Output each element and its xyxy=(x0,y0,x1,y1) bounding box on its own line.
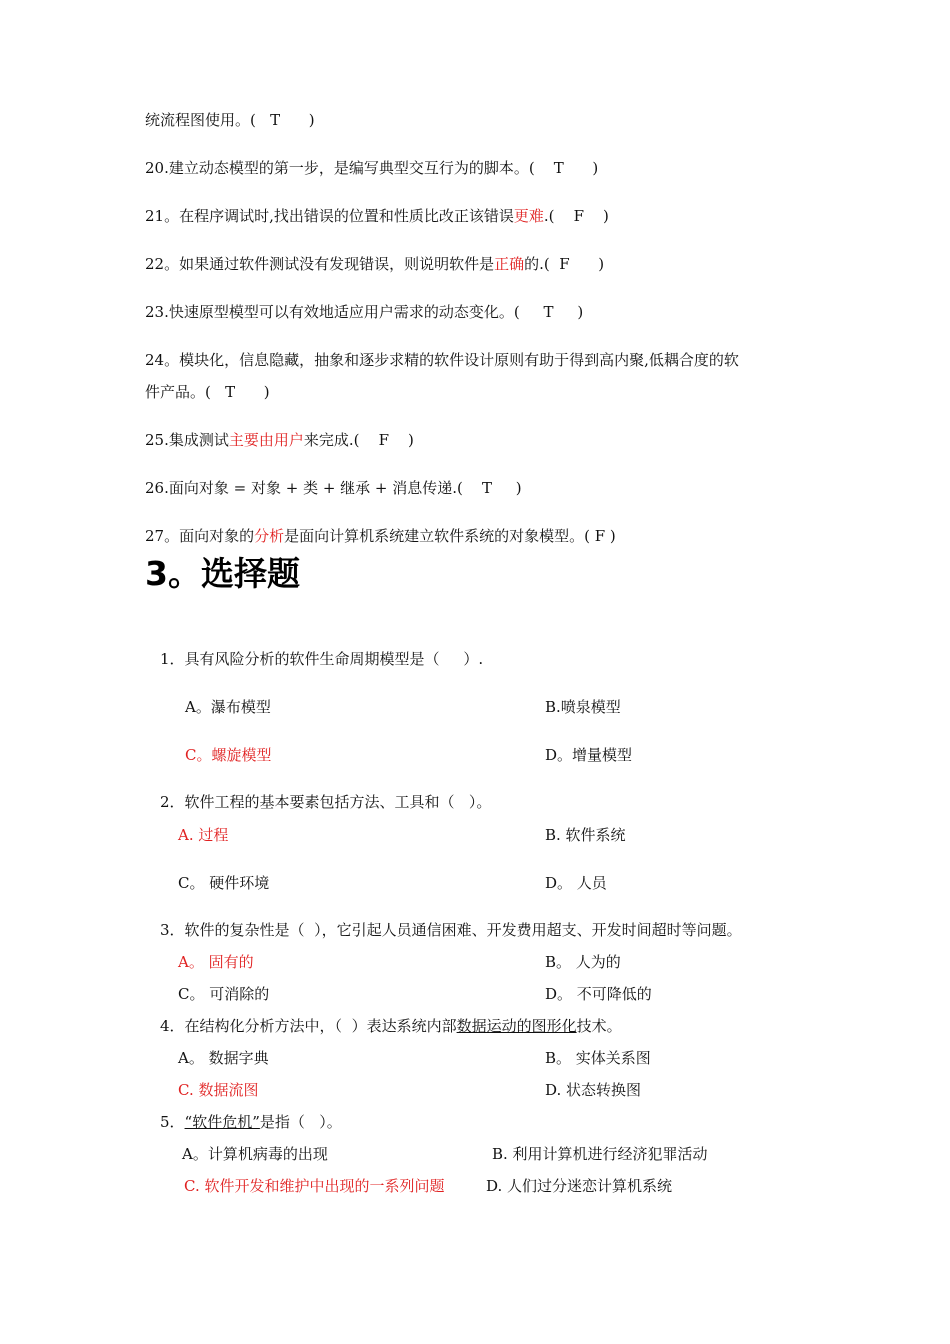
question-3-option-c: C。 可消除的 xyxy=(178,985,270,1003)
tf-line-26: 26.面向对象 = 对象 + 类 + 继承 + 消息传递.( T ) xyxy=(145,479,522,497)
question-1-option-b: B.喷泉模型 xyxy=(545,698,621,716)
question-2-option-c: C。 硬件环境 xyxy=(178,874,270,892)
tf-line-20: 20.建立动态模型的第一步，是编写典型交互行为的脚本。( T ) xyxy=(145,159,599,177)
section-title: 3。选择题 xyxy=(145,554,300,593)
tf-line-23: 23.快速原型模型可以有效地适应用户需求的动态变化。( T ) xyxy=(145,303,584,321)
question-2-option-a: A. 过程 xyxy=(178,826,229,844)
question-4-option-d: D. 状态转换图 xyxy=(545,1081,642,1099)
question-5-option-c: C. 软件开发和维护中出现的一系列问题 xyxy=(184,1177,445,1195)
question-1-option-c: C。螺旋模型 xyxy=(185,746,272,764)
question-4-stem: 4．在结构化分析方法中，（ ）表达系统内部数据运动的图形化技术。 xyxy=(160,1017,622,1035)
question-2-option-d: D。 人员 xyxy=(545,874,607,892)
question-4-option-a: A。 数据字典 xyxy=(178,1049,269,1067)
question-3-stem: 3．软件的复杂性是（ ），它引起人员通信困难、开发费用超支、开发时间超时等问题。 xyxy=(160,921,742,939)
question-4-option-c: C. 数据流图 xyxy=(178,1081,259,1099)
question-5-stem: 5．“软件危机”是指（ ）。 xyxy=(160,1113,342,1131)
question-1-option-d: D。增量模型 xyxy=(545,746,633,764)
tf-line-22: 22。如果通过软件测试没有发现错误，则说明软件是正确的.( F ) xyxy=(145,255,605,273)
question-1-option-a: A。瀑布模型 xyxy=(185,698,271,716)
question-3-option-d: D。 不可降低的 xyxy=(545,985,652,1003)
question-3-option-b: B。 人为的 xyxy=(545,953,621,971)
question-5-option-d: D. 人们过分迷恋计算机系统 xyxy=(486,1177,673,1195)
tf-line-21: 21。在程序调试时,找出错误的位置和性质比改正该错误更难.( F ) xyxy=(145,207,609,225)
question-2-stem: 2．软件工程的基本要素包括方法、工具和（ ）。 xyxy=(160,793,492,811)
question-4-option-b: B。 实体关系图 xyxy=(545,1049,651,1067)
tf-line-25: 25.集成测试主要由用户来完成.( F ) xyxy=(145,431,414,449)
question-5-option-a: A。计算机病毒的出现 xyxy=(182,1145,328,1163)
question-2-option-b: B. 软件系统 xyxy=(545,826,626,844)
tf-line-19: 统流程图使用。( T ) xyxy=(145,111,315,129)
question-3-option-a: A。 固有的 xyxy=(178,953,254,971)
tf-line-24a: 24。模块化，信息隐藏，抽象和逐步求精的软件设计原则有助于得到高内聚,低耦合度的软 xyxy=(145,351,739,369)
question-5-option-b: B. 利用计算机进行经济犯罪活动 xyxy=(492,1145,708,1163)
tf-line-24b: 件产品。( T ) xyxy=(145,383,270,401)
tf-line-27: 27。面向对象的分析是面向计算机系统建立软件系统的对象模型。( F ) xyxy=(145,527,616,545)
question-1-stem: 1．具有风险分析的软件生命周期模型是（ ）. xyxy=(160,650,484,668)
